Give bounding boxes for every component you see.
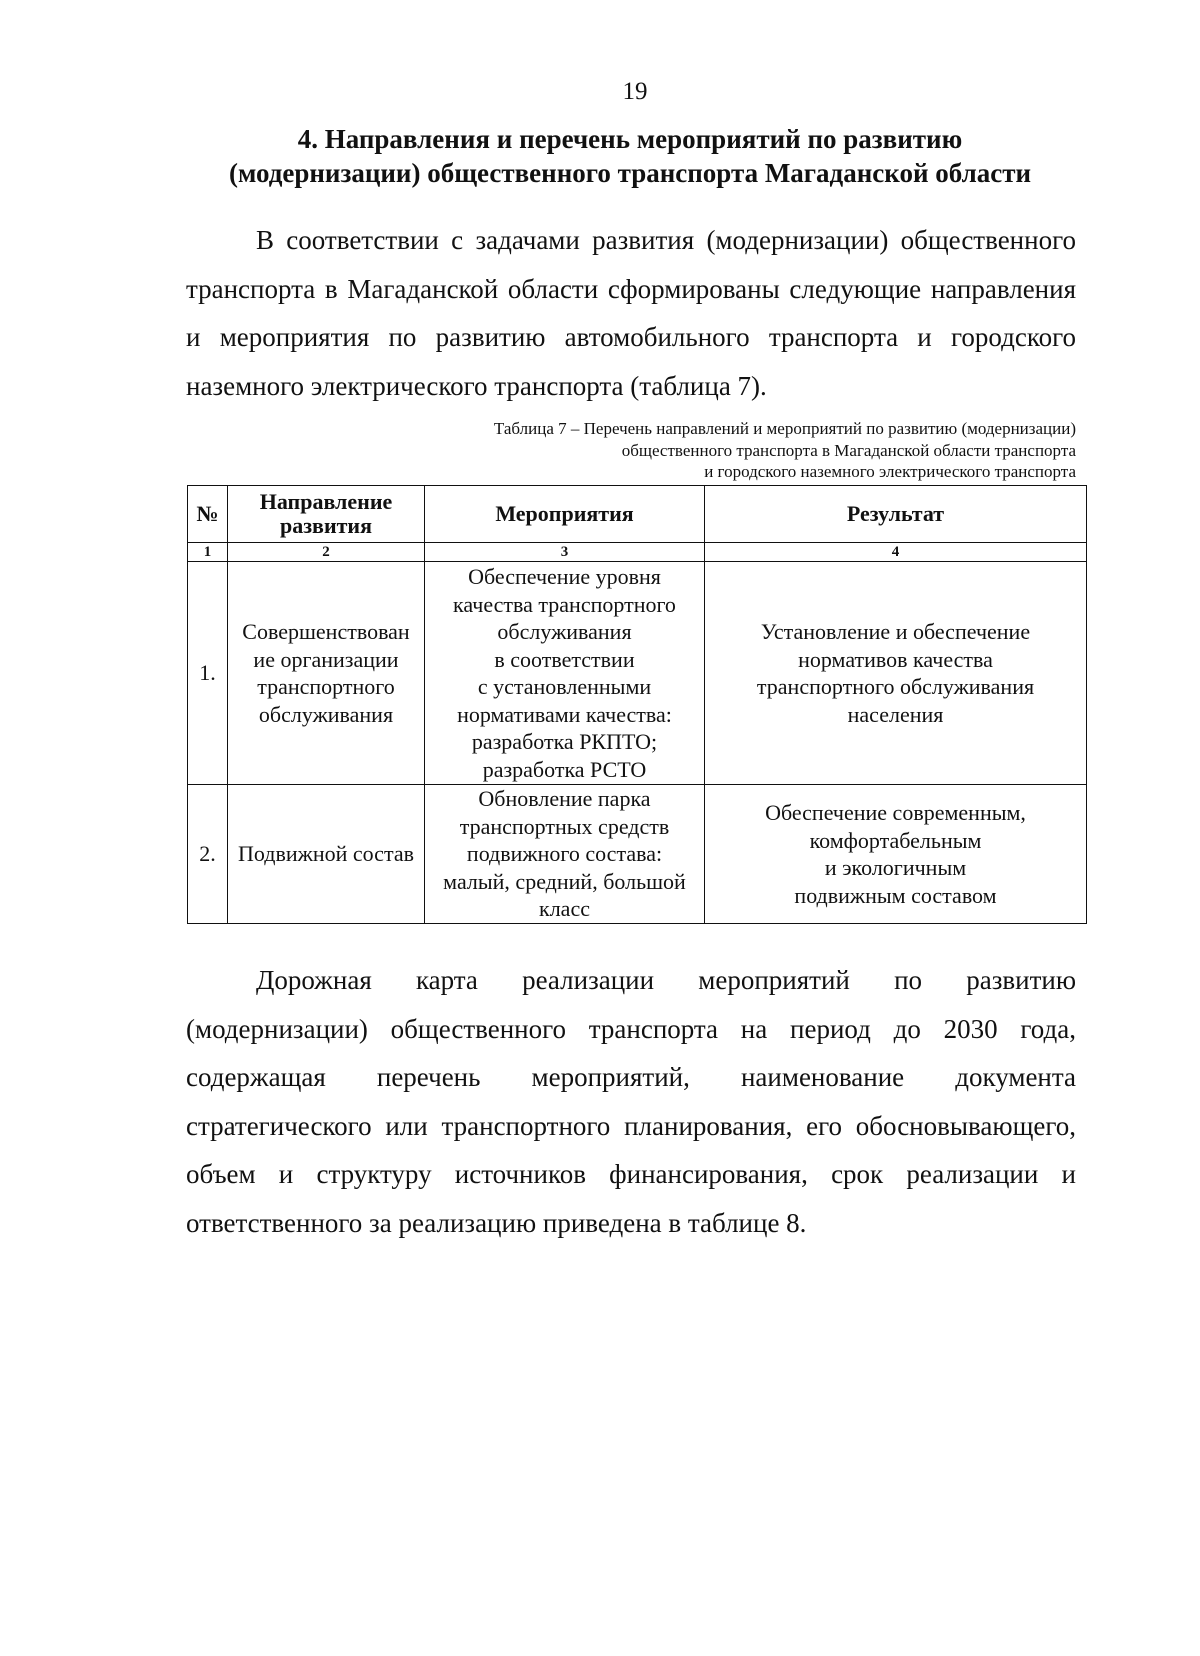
cell-line: обслуживания — [258, 701, 394, 727]
cell-line: подвижным составом — [794, 882, 997, 908]
table-row — [188, 562, 1087, 785]
cell-line: и экологичным — [824, 855, 967, 880]
table-caption — [386, 418, 1076, 483]
row-number: 1. — [188, 562, 228, 785]
column-number: 2 — [228, 543, 425, 562]
section-title — [190, 122, 1070, 190]
cell-line: Обеспечение современным, — [765, 800, 1026, 825]
cell-line: комфортабельным — [809, 827, 982, 853]
measures-cell — [425, 785, 705, 924]
cell-line: нормативов качества — [798, 646, 993, 672]
cell-line: класс — [539, 896, 590, 922]
column-number: 4 — [705, 543, 1087, 562]
cell-line: Обеспечение уровня — [468, 564, 661, 589]
column-number: 3 — [425, 543, 705, 562]
cell-line: ие организации — [253, 646, 399, 672]
cell-line: разработка РКПТО; — [471, 729, 658, 754]
cell-line: Обновление парка — [478, 786, 651, 812]
cell-line: транспортного — [257, 674, 395, 699]
cell-line: Совершенствован — [242, 619, 410, 644]
header-result: Результат — [705, 486, 1087, 543]
direction-cell — [228, 562, 425, 785]
page-number: 19 — [622, 78, 648, 105]
header-direction: Направление развития — [228, 486, 425, 543]
closing-paragraph — [186, 956, 1076, 1247]
cell-line: обслуживания — [497, 619, 632, 644]
cell-line: транспортных средств — [459, 813, 670, 839]
cell-line: Установление и обеспечение — [760, 619, 1031, 644]
direction-cell — [228, 785, 425, 924]
cell-line: в соответствии — [494, 646, 635, 672]
cell-line: Подвижной состав — [238, 841, 414, 867]
cell-line: разработка РСТО — [482, 756, 647, 782]
table-caption-line: и городского наземного электрического транспорта — [704, 462, 1076, 481]
result-cell — [705, 785, 1087, 924]
result-cell — [705, 562, 1087, 785]
cell-line: транспортного обслуживания — [756, 674, 1035, 699]
measures-cell — [425, 562, 705, 785]
header-number: № — [188, 486, 228, 543]
cell-line: населения — [847, 701, 944, 727]
table-caption-line: общественного транспорта в Магаданской области транспорта — [621, 440, 1076, 460]
header-measures: Мероприятия — [425, 486, 705, 543]
table-header-row — [188, 486, 1087, 543]
cell-line: с установленными — [477, 674, 652, 699]
intro-paragraph — [186, 216, 1076, 410]
cell-line: нормативами качества: — [457, 701, 672, 727]
cell-line: малый, средний, большой — [443, 868, 686, 894]
column-number: 1 — [188, 543, 228, 562]
column-number-row — [188, 543, 1087, 562]
intro-paragraph-text: В соответствии с задачами развития (модернизации) общественного транспорта в Магаданской области сформированы следующие направления и мероприятия по развитию автомобильного транспорта и городского наземного электрического транспорта (таблица 7). — [186, 225, 1076, 401]
table-caption-line: Таблица 7 – Перечень направлений и мероприятий по развитию (модернизации) — [493, 419, 1076, 438]
section-title-line: 4. Направления и перечень мероприятий по развитию — [297, 124, 963, 154]
table-row — [188, 785, 1087, 924]
row-number: 2. — [188, 785, 228, 924]
cell-line: подвижного состава: — [466, 841, 663, 867]
closing-paragraph-text: Дорожная карта реализации мероприятий по развитию (модернизации) общественного транспорта на период до 2030 года, содержащая перечень мероприятий, наименование документа стратегического или транспортного планирования, его обосновывающего, объем и структуру источников финансирования, срок реализации и ответственного за реализацию приведена в таблице 8. — [186, 965, 1076, 1238]
measures-table — [187, 485, 1087, 924]
section-title-line: (модернизации) общественного транспорта Магаданской области — [228, 158, 1032, 188]
cell-line: качества транспортного — [453, 591, 676, 617]
